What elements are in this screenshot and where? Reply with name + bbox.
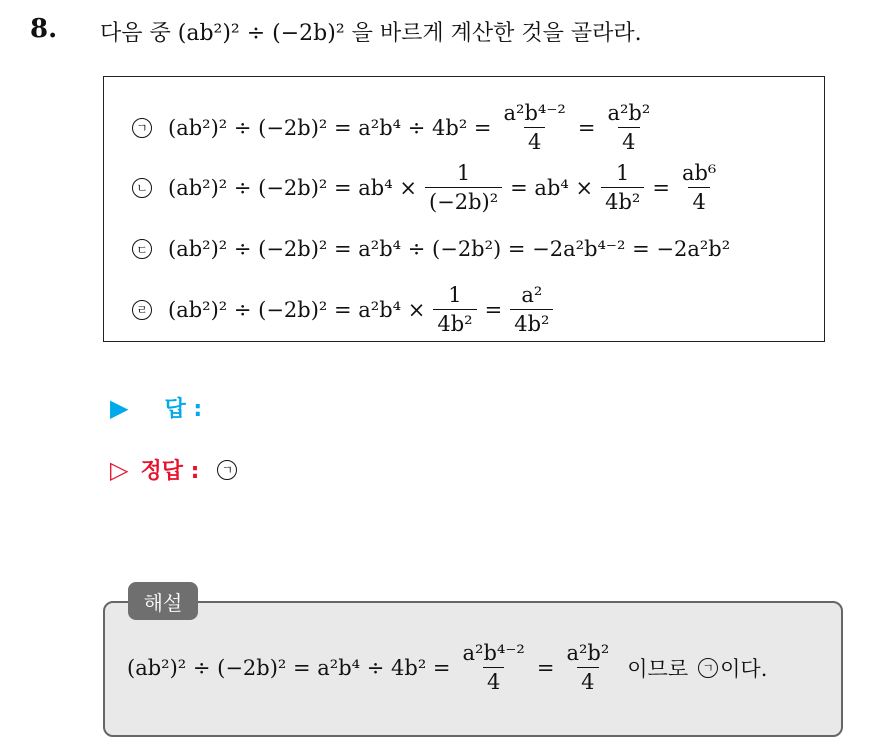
solution-frac2-num: a²b² bbox=[566, 641, 610, 665]
option-1-frac2-den: 4 bbox=[618, 127, 639, 154]
option-1-lhs: (ab²)² ÷ (−2b)² = a²b⁴ ÷ 4b² = bbox=[168, 115, 492, 140]
option-2-frac3 bbox=[678, 161, 720, 214]
solution-lhs: (ab²)² ÷ (−2b)² = a²b⁴ ÷ 4b² = bbox=[127, 655, 451, 680]
question-number: 8. bbox=[30, 14, 58, 44]
outline-triangle-icon: ▷ bbox=[110, 455, 129, 484]
solution-tab: 해설 bbox=[128, 582, 198, 620]
solution-frac2-den: 4 bbox=[577, 667, 598, 694]
solution-line bbox=[125, 641, 767, 694]
option-2-frac2-num: 1 bbox=[616, 161, 630, 185]
option-4-frac1-num: 1 bbox=[448, 283, 462, 307]
correct-value-mark: ㄱ bbox=[217, 460, 237, 480]
option-3-mark: ㄷ bbox=[132, 239, 152, 259]
option-2 bbox=[132, 161, 726, 214]
option-4-mid: = bbox=[484, 297, 503, 322]
option-4 bbox=[132, 283, 559, 336]
answer-row bbox=[110, 392, 202, 423]
option-1-frac1-num: a²b⁴⁻² bbox=[503, 101, 566, 125]
option-1 bbox=[132, 101, 660, 154]
solution-tail: 이므로 bbox=[627, 656, 689, 681]
option-2-frac3-den: 4 bbox=[688, 187, 709, 214]
option-4-lhs: (ab²)² ÷ (−2b)² = a²b⁴ × bbox=[168, 297, 426, 322]
option-4-frac2-den: 4b² bbox=[510, 309, 553, 336]
question-text: 다음 중 (ab²)² ÷ (−2b)² 을 바르게 계산한 것을 골라라. bbox=[100, 21, 642, 46]
solution-end: 이다. bbox=[720, 656, 768, 681]
option-1-mid: = bbox=[577, 115, 596, 140]
solution-mid: = bbox=[536, 655, 555, 680]
option-4-frac2 bbox=[510, 283, 553, 336]
option-2-frac2-den: 4b² bbox=[601, 187, 644, 214]
option-2-frac1-num: 1 bbox=[456, 161, 471, 185]
option-2-mid: = ab⁴ × bbox=[510, 175, 594, 200]
play-triangle-icon: ▶ bbox=[110, 393, 129, 422]
option-2-mark: ㄴ bbox=[132, 178, 152, 198]
solution-frac1-den: 4 bbox=[483, 667, 504, 694]
option-2-mid2: = bbox=[652, 175, 670, 200]
option-1-frac2-num: a²b² bbox=[607, 101, 651, 125]
option-3 bbox=[132, 237, 732, 261]
option-2-frac1-den: (−2b)² bbox=[425, 187, 502, 214]
option-4-mark: ㄹ bbox=[132, 300, 152, 320]
option-1-mark: ㄱ bbox=[132, 118, 152, 138]
solution-mark: ㄱ bbox=[698, 658, 718, 678]
option-2-frac1 bbox=[425, 161, 502, 214]
options-box bbox=[103, 76, 825, 342]
option-4-frac1 bbox=[433, 283, 476, 336]
solution-frac1-num: a²b⁴⁻² bbox=[462, 641, 525, 665]
option-1-frac1-den: 4 bbox=[524, 127, 545, 154]
solution-frac2 bbox=[562, 641, 613, 694]
correct-row bbox=[110, 454, 251, 485]
option-4-frac2-num: a² bbox=[521, 283, 543, 307]
option-1-frac2 bbox=[603, 101, 654, 154]
option-4-frac1-den: 4b² bbox=[433, 309, 476, 336]
option-2-frac2 bbox=[601, 161, 644, 214]
option-2-lhs: (ab²)² ÷ (−2b)² = ab⁴ × bbox=[168, 175, 417, 200]
correct-label: 정답 : bbox=[140, 459, 200, 484]
answer-label: 답 : bbox=[164, 397, 203, 422]
solution-frac1 bbox=[459, 641, 529, 694]
option-1-frac1 bbox=[500, 101, 570, 154]
option-3-expr: (ab²)² ÷ (−2b)² = a²b⁴ ÷ (−2b²) = −2a²b⁴⁻² = −2a²b² bbox=[168, 237, 731, 261]
option-2-frac3-num: ab⁶ bbox=[681, 161, 717, 185]
